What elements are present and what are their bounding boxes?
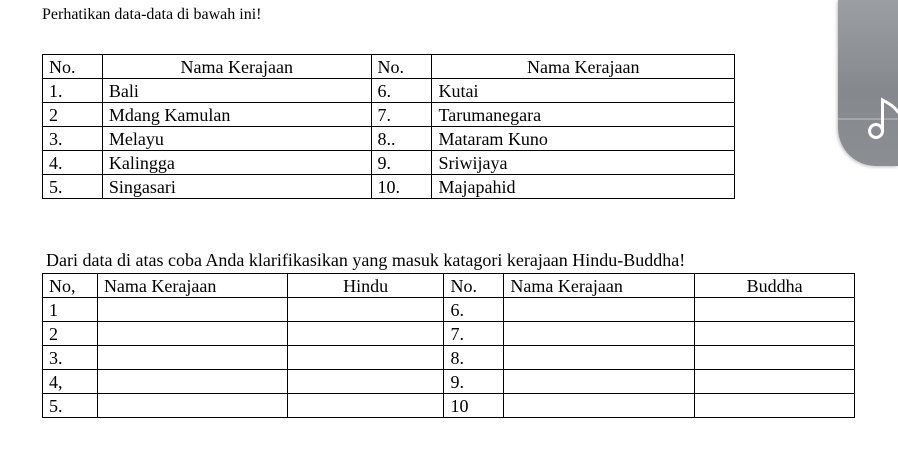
row-number: 9. bbox=[371, 151, 432, 175]
column-header-no: No. bbox=[371, 55, 432, 79]
kingdom-name: Kutai bbox=[432, 79, 735, 103]
kingdom-name: Melayu bbox=[102, 127, 371, 151]
kingdom-name: Singasari bbox=[102, 175, 371, 199]
row-number: 4. bbox=[43, 151, 103, 175]
empty-cell bbox=[97, 346, 287, 370]
table-row bbox=[43, 103, 735, 127]
row-number: 2 bbox=[43, 103, 103, 127]
empty-cell bbox=[695, 394, 855, 418]
column-header-nama-kerajaan: Nama Kerajaan bbox=[432, 55, 735, 79]
kingdom-name: Tarumanegara bbox=[432, 103, 735, 127]
table-row bbox=[43, 79, 735, 103]
kingdom-name: Mdang Kamulan bbox=[102, 103, 371, 127]
row-number: 1 bbox=[43, 298, 98, 322]
music-widget[interactable] bbox=[838, 0, 898, 166]
row-number: 8.. bbox=[371, 127, 432, 151]
row-number: 1. bbox=[43, 79, 103, 103]
row-number: 6. bbox=[371, 79, 432, 103]
row-number: 4, bbox=[43, 370, 98, 394]
row-number: 3. bbox=[43, 346, 98, 370]
kingdom-name: Sriwijaya bbox=[432, 151, 735, 175]
column-header-nama-kerajaan: Nama Kerajaan bbox=[97, 274, 287, 298]
column-header-hindu: Hindu bbox=[287, 274, 444, 298]
kingdom-name: Kalingga bbox=[102, 151, 371, 175]
table-row bbox=[43, 175, 735, 199]
table-row bbox=[43, 151, 735, 175]
empty-cell bbox=[695, 370, 855, 394]
column-header-no: No. bbox=[444, 274, 504, 298]
row-number: 7. bbox=[444, 322, 504, 346]
table-row bbox=[43, 394, 855, 418]
row-number: 5. bbox=[43, 175, 103, 199]
column-header-nama-kerajaan: Nama Kerajaan bbox=[504, 274, 695, 298]
kingdom-data-table bbox=[42, 54, 735, 199]
empty-cell bbox=[504, 346, 695, 370]
row-number: 10 bbox=[444, 394, 504, 418]
music-note-icon[interactable] bbox=[868, 94, 898, 140]
empty-cell bbox=[695, 298, 855, 322]
table-row bbox=[43, 127, 735, 151]
empty-cell bbox=[97, 370, 287, 394]
empty-cell bbox=[97, 298, 287, 322]
row-number: 2 bbox=[43, 322, 98, 346]
empty-cell bbox=[504, 370, 695, 394]
row-number: 7. bbox=[371, 103, 432, 127]
row-number: 9. bbox=[444, 370, 504, 394]
empty-cell bbox=[97, 394, 287, 418]
table-header-row bbox=[43, 55, 735, 79]
classification-table bbox=[42, 273, 855, 418]
kingdom-name: Bali bbox=[102, 79, 371, 103]
empty-cell bbox=[287, 370, 444, 394]
empty-cell bbox=[287, 394, 444, 418]
empty-cell bbox=[97, 322, 287, 346]
empty-cell bbox=[504, 322, 695, 346]
table-row bbox=[43, 298, 855, 322]
empty-cell bbox=[504, 298, 695, 322]
intro-text: Perhatikan data-data di bawah ini! bbox=[42, 6, 262, 23]
kingdom-name: Majapahid bbox=[432, 175, 735, 199]
empty-cell bbox=[504, 394, 695, 418]
row-number: 5. bbox=[43, 394, 98, 418]
table-row bbox=[43, 322, 855, 346]
empty-cell bbox=[287, 298, 444, 322]
row-number: 10. bbox=[371, 175, 432, 199]
column-header-no: No. bbox=[43, 55, 103, 79]
row-number: 8. bbox=[444, 346, 504, 370]
empty-cell bbox=[287, 346, 444, 370]
column-header-buddha: Buddha bbox=[695, 274, 855, 298]
table-row bbox=[43, 346, 855, 370]
table-header-row bbox=[43, 274, 855, 298]
kingdom-name: Mataram Kuno bbox=[432, 127, 735, 151]
table-row bbox=[43, 370, 855, 394]
column-header-no: No, bbox=[43, 274, 98, 298]
empty-cell bbox=[695, 322, 855, 346]
row-number: 6. bbox=[444, 298, 504, 322]
empty-cell bbox=[287, 322, 444, 346]
row-number: 3. bbox=[43, 127, 103, 151]
column-header-nama-kerajaan: Nama Kerajaan bbox=[102, 55, 371, 79]
question-text: Dari data di atas coba Anda klarifikasikan yang masuk katagori kerajaan Hindu-Buddha! bbox=[46, 250, 686, 270]
empty-cell bbox=[695, 346, 855, 370]
